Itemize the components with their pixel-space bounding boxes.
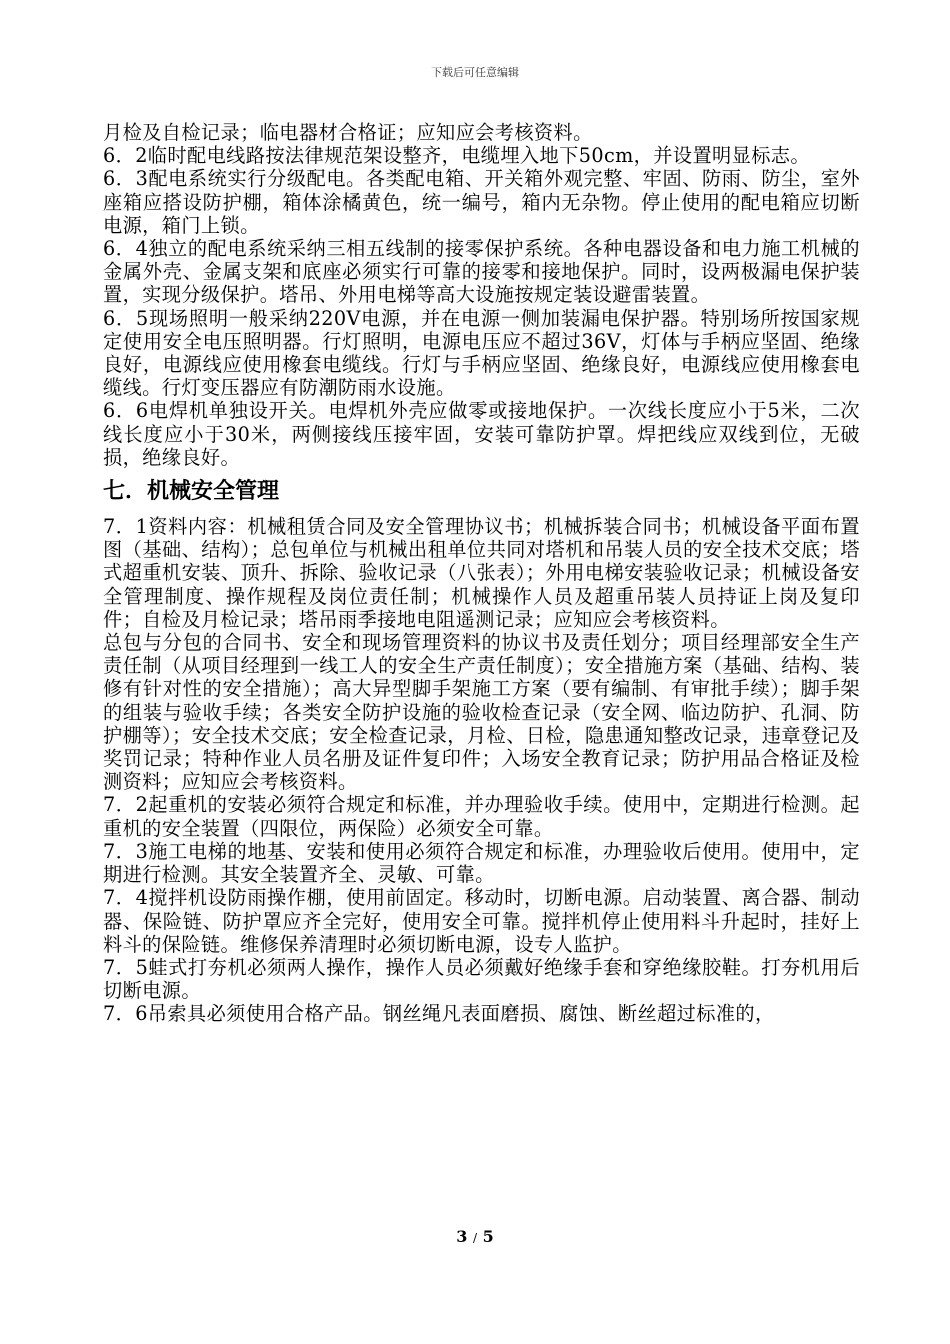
paragraph: 7．5蛙式打夯机必须两人操作，操作人员必须戴好绝缘手套和穿绝缘胶鞋。打夯机用后切断电源。: [103, 955, 860, 1003]
paragraph: 6．3配电系统实行分级配电。各类配电箱、开关箱外观完整、牢固、防雨、防尘，室外座箱应搭设防护棚，箱体涂橘黄色，统一编号，箱内无杂物。停止使用的配电箱应切断电源，箱门上锁。: [103, 167, 860, 237]
paragraph: 6．2临时配电线路按法律规范架设整齐，电缆埋入地下50cm，并设置明显标志。: [103, 144, 810, 168]
total-pages: 5: [482, 1227, 494, 1246]
paragraph: 总包与分包的合同书、安全和现场管理资料的协议书及责任划分；项目经理部安全生产责任制（从项目经理到一线工人的安全生产责任制度）；安全措施方案（基础、结构、装修有针对性的安全措施）；高大异型脚手架施工方案（要有编制、有审批手续）；脚手架的组装与验收手续；各类安全防护设施的验收检查记录（安全网、临边防护、孔洞、防护棚等）；安全技术交底；安全检查记录，月检、日检，隐患通知整改记录，违章登记及奖罚记录；特种作业人员名册及证件复印件；入场安全教育记录；防护用品合格证及检测资料；应知应会考核资料。: [103, 631, 860, 794]
paragraph: 7．6吊索具必须使用合格产品。钢丝绳凡表面磨损、腐蚀、断丝超过标准的，: [103, 1002, 775, 1026]
document-body: [103, 121, 860, 1026]
paragraph: 7．2起重机的安装必须符合规定和标准，并办理验收手续。使用中，定期进行检测。起重机的安全装置（四限位，两保险）必须安全可靠。: [103, 793, 860, 840]
paragraph: 7．4搅拌机设防雨操作棚，使用前固定。移动时，切断电源。启动装置、离合器、制动器、保险链、防护罩应齐全完好，使用安全可靠。搅拌机停止使用料斗升起时，挂好上料斗的保险链。维修保养清理时必须切断电源，设专人监护。: [103, 886, 860, 956]
paragraph: 6．5现场照明一般采纳220V电源，并在电源一侧加装漏电保护器。特别场所按国家规定使用安全电压照明器。行灯照明，电源电压应不超过36V，灯体与手柄应坚固、绝缘良好，电源线应使用橡套电缆线。行灯与手柄应坚固、绝缘良好，电源线应使用橡套电缆线。行灯变压器应有防潮防雨水设施。: [103, 306, 860, 400]
current-page: 3: [456, 1227, 468, 1246]
page-separator: /: [472, 1231, 478, 1245]
section-heading: 七．机械安全管理: [103, 479, 280, 505]
paragraph: 6．6电焊机单独设开关。电焊机外壳应做零或接地保护。一次线长度应小于5米，二次线长度应小于30米，两侧接线压接牢固，安装可靠防护罩。焊把线应双线到位，无破损，绝缘良好。: [103, 399, 860, 469]
paragraph: 6．4独立的配电系统采纳三相五线制的接零保护系统。各种电器设备和电力施工机械的金属外壳、金属支架和底座必须实行可靠的接零和接地保护。同时，设两极漏电保护装置，实现分级保护。塔吊、外用电梯等高大设施按规定装设避雷装置。: [103, 237, 860, 307]
page-header: 下载后可任意编辑: [431, 66, 519, 79]
paragraph: 7．1资料内容：机械租赁合同及安全管理协议书；机械拆装合同书；机械设备平面布置图（基础、结构）；总包单位与机械出租单位共同对塔机和吊装人员的安全技术交底；塔式超重机安装、顶升、拆除、验收记录（八张表）；外用电梯安装验收记录；机械设备安全管理制度、操作规程及岗位责任制；机械操作人员及超重吊装人员持证上岗及复印件；自检及月检记录；塔吊雨季接地电阻遥测记录；应知应会考核资料。: [103, 515, 860, 631]
paragraph: 月检及自检记录；临电器材合格证；应知应会考核资料。: [103, 121, 593, 144]
paragraph: 7．3施工电梯的地基、安装和使用必须符合规定和标准，办理验收后使用。使用中，定期进行检测。其安全装置齐全、灵敏、可靠。: [103, 839, 860, 887]
page-number: [0, 1227, 950, 1246]
